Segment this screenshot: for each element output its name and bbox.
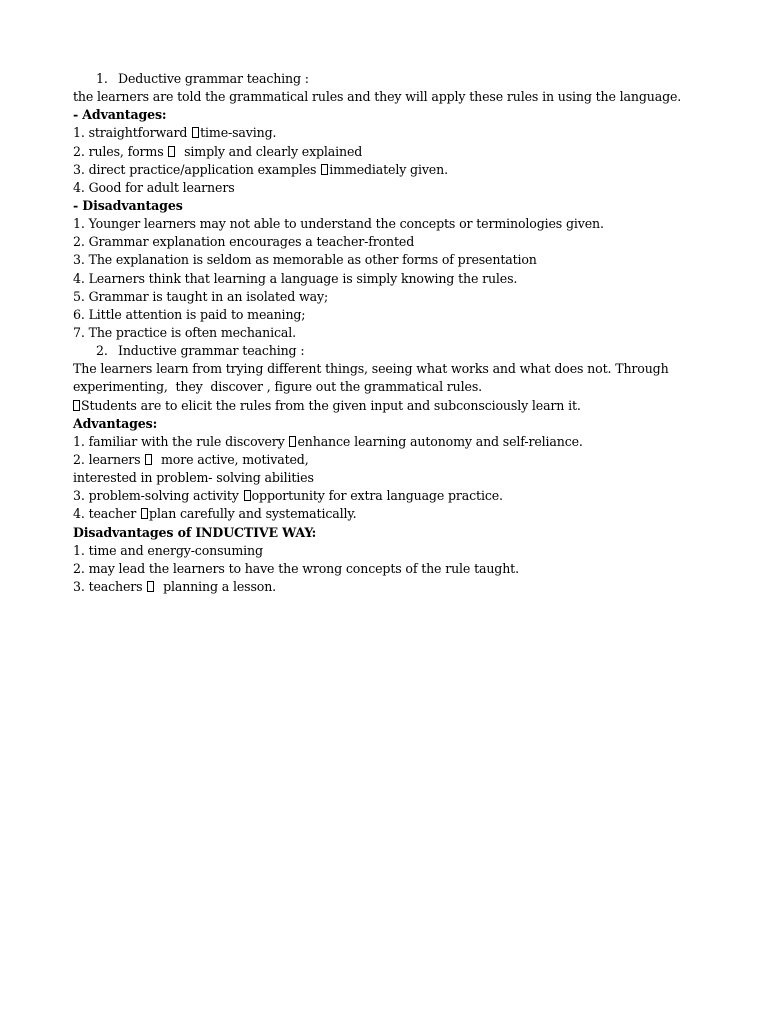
list-item: 5. Grammar is taught in an isolated way; — [73, 288, 329, 304]
list-item — [73, 451, 733, 469]
disadvantages-heading: - Disadvantages — [73, 197, 183, 213]
missing-glyph-icon — [73, 400, 80, 411]
list-item-text: time-saving. — [200, 125, 277, 141]
list-item-text: 2. learners — [73, 451, 145, 467]
list-item — [73, 505, 733, 523]
section-number: 1. — [96, 71, 108, 86]
missing-glyph-icon — [321, 164, 328, 175]
advantages-heading: Advantages: — [73, 415, 158, 431]
list-item-text: planning a lesson. — [155, 578, 277, 594]
section-note — [73, 397, 733, 415]
section-description: experimenting, they discover , figure out the grammatical rules. — [73, 379, 482, 395]
list-item-text: 3. teachers — [73, 578, 147, 594]
advantages-heading: - Advantages: — [73, 107, 167, 123]
note-text: Students are to elicit the rules from the given input and subconsciously learn it. — [81, 397, 581, 413]
list-item-text: enhance learning autonomy and self-reliance. — [297, 433, 583, 449]
list-item: interested in problem- solving abilities — [73, 470, 314, 486]
list-item-text: 3. direct practice/application examples — [73, 161, 321, 177]
list-item-text: more active, motivated, — [153, 451, 309, 467]
list-item — [73, 124, 733, 142]
missing-glyph-icon — [244, 490, 251, 501]
list-item: 6. Little attention is paid to meaning; — [73, 306, 306, 322]
list-item: 4. Good for adult learners — [73, 179, 235, 195]
list-item-text: 2. rules, forms — [73, 143, 168, 159]
list-item-text: simply and clearly explained — [176, 143, 363, 159]
list-item-text: plan carefully and systematically. — [149, 506, 357, 522]
document-body — [73, 70, 733, 596]
missing-glyph-icon — [168, 146, 175, 157]
missing-glyph-icon — [147, 581, 154, 592]
section-description: the learners are told the grammatical rules and they will apply these rules in using the language. — [73, 89, 682, 105]
section-title: Inductive grammar teaching : — [118, 343, 305, 359]
list-item-text: 3. problem-solving activity — [73, 488, 243, 504]
list-item-text: immediately given. — [329, 161, 448, 177]
missing-glyph-icon — [192, 127, 199, 138]
list-item: 4. Learners think that learning a language is simply knowing the rules. — [73, 270, 518, 286]
disadvantages-heading: Disadvantages of INDUCTIVE WAY: — [73, 524, 317, 540]
section-heading-deductive — [73, 70, 733, 88]
list-item: 7. The practice is often mechanical. — [73, 324, 296, 340]
missing-glyph-icon — [289, 436, 296, 447]
list-item — [73, 143, 733, 161]
list-item-text: 1. familiar with the rule discovery — [73, 433, 289, 449]
section-title: Deductive grammar teaching : — [118, 71, 309, 86]
list-item: 1. Younger learners may not able to understand the concepts or terminologies given. — [73, 216, 604, 232]
section-heading-inductive — [73, 342, 733, 360]
list-item-text: opportunity for extra language practice. — [251, 488, 503, 504]
list-item: 2. Grammar explanation encourages a teacher-fronted — [73, 234, 415, 250]
missing-glyph-icon — [145, 454, 152, 465]
list-item: 2. may lead the learners to have the wrong concepts of the rule taught. — [73, 560, 519, 576]
section-number: 2. — [96, 343, 108, 359]
list-item-text: 4. teacher — [73, 506, 141, 522]
list-item — [73, 578, 733, 596]
list-item: 3. The explanation is seldom as memorable as other forms of presentation — [73, 252, 537, 268]
list-item: 1. time and energy-consuming — [73, 542, 263, 558]
list-item — [73, 161, 733, 179]
missing-glyph-icon — [141, 508, 148, 519]
section-description: The learners learn from trying different things, seeing what works and what does not. Through — [73, 361, 669, 377]
list-item-text: 1. straightforward — [73, 125, 192, 141]
list-item — [73, 487, 733, 505]
list-item — [73, 433, 733, 451]
